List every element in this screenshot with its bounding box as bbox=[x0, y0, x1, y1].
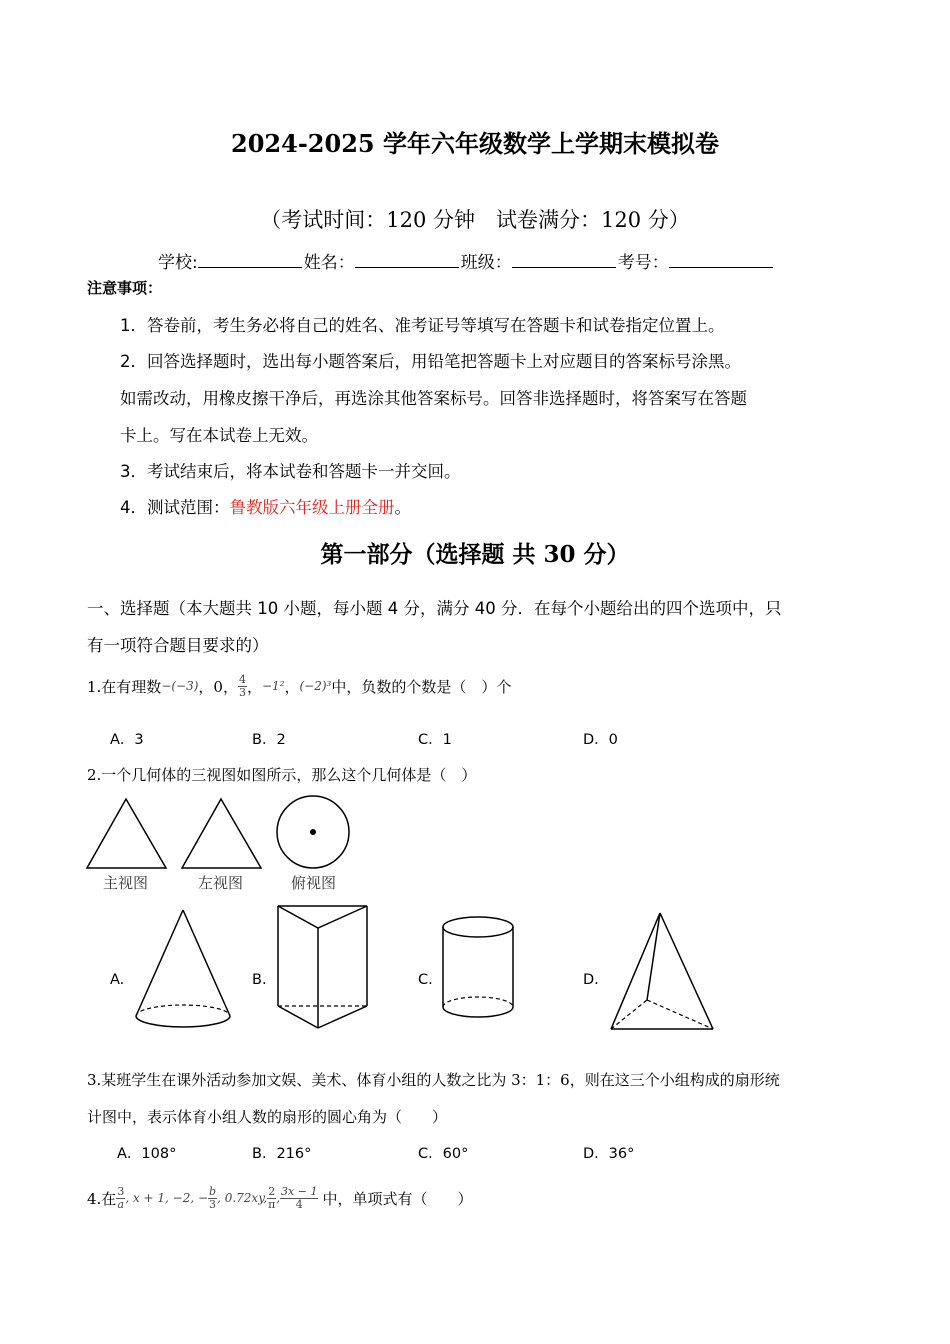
exam-title: 2024-2025 学年六年级数学上学期末模拟卷 bbox=[231, 129, 719, 158]
class-label: 班级： bbox=[460, 253, 512, 273]
q4-prefix: 4.在 bbox=[87, 1189, 117, 1208]
name-label: 姓名： bbox=[303, 253, 355, 273]
q1-prefix: 1.在有理数 bbox=[87, 677, 162, 696]
prism-solid bbox=[278, 906, 367, 1028]
q1-option-a[interactable]: A．3 bbox=[110, 732, 144, 748]
q1-option-c[interactable]: C．1 bbox=[418, 732, 452, 748]
q4-fraction-2 bbox=[208, 1186, 217, 1211]
q2-option-b[interactable]: B. bbox=[252, 972, 267, 988]
q4-f4-den: 4 bbox=[295, 1197, 303, 1211]
notes-heading: 注意事项： bbox=[87, 279, 163, 297]
q3-option-d[interactable]: D．36° bbox=[583, 1146, 635, 1162]
q4-f2-den: 3 bbox=[209, 1197, 217, 1211]
q2-option-c[interactable]: C. bbox=[418, 972, 433, 988]
q4-f3-den: π bbox=[268, 1197, 276, 1211]
q2-option-d[interactable]: D. bbox=[583, 972, 599, 988]
q4-fraction-3 bbox=[267, 1186, 276, 1211]
q1-sep3: ， bbox=[284, 677, 300, 696]
section-title: 第一部分（选择题 共 30 分） bbox=[320, 541, 630, 568]
cone-solid bbox=[136, 910, 230, 1027]
id-label: 考号： bbox=[617, 253, 669, 273]
q1-sep2: ， bbox=[246, 677, 262, 696]
q4-f2-num: b bbox=[209, 1184, 217, 1198]
school-label: 学校: bbox=[158, 253, 198, 273]
note-item-3: 3．考试结束后，将本试卷和答题卡一并交回。 bbox=[120, 462, 461, 481]
q1-frac-num: 4 bbox=[238, 672, 246, 686]
section-intro-1: 一、选择题（本大题共 10 小题，每小题 4 分，满分 40 分．在每个小题给出的四个选项中，只 bbox=[87, 599, 782, 618]
top-view-label: 俯视图 bbox=[291, 874, 337, 892]
q2-option-a[interactable]: A. bbox=[110, 972, 125, 988]
q3-option-a[interactable]: A．108° bbox=[117, 1146, 177, 1162]
note-item-1: 1．答卷前，考生务必将自己的姓名、准考证号等填写在答题卡和试卷指定位置上。 bbox=[120, 316, 725, 335]
note-item-4-prefix: 4．测试范围： bbox=[120, 498, 230, 517]
side-view-label: 左视图 bbox=[198, 874, 244, 892]
q4-f4-num: 3x − 1 bbox=[281, 1184, 318, 1198]
q1-expr-c: (−2)³ bbox=[299, 679, 332, 693]
q4-suffix: 中，单项式有（ ） bbox=[322, 1189, 473, 1208]
q1-sep1: ，0， bbox=[198, 677, 238, 696]
note-item-2-cont-2: 卡上。写在本试卷上无效。 bbox=[120, 426, 318, 445]
question-3-line2: 计图中，表示体育小组人数的扇形的圆心角为（ ） bbox=[87, 1108, 448, 1126]
question-4 bbox=[87, 1176, 472, 1220]
q4-middle2: , 0.72xy, bbox=[217, 1191, 268, 1205]
q3-option-c[interactable]: C．60° bbox=[418, 1146, 469, 1162]
q1-frac-den: 3 bbox=[238, 685, 246, 699]
q1-option-d[interactable]: D．0 bbox=[583, 732, 618, 748]
note-item-2-cont-1: 如需改动，用橡皮擦干净后，再选涂其他答案标号。回答非选择题时，将答案写在答题 bbox=[120, 389, 747, 408]
q1-expr-b: −1² bbox=[261, 679, 285, 693]
q4-fraction-1 bbox=[116, 1186, 125, 1211]
question-3-line1: 3.某班学生在课外活动参加文娱、美术、体育小组的人数之比为 3：1：6，则在这三个小组构成的扇形统 bbox=[87, 1071, 780, 1089]
q1-suffix: 中，负数的个数是（ ）个 bbox=[331, 677, 512, 696]
q1-expr-a: −(−3) bbox=[161, 679, 199, 693]
exam-subtitle: （考试时间：120 分钟 试卷满分：120 分） bbox=[260, 208, 690, 232]
q1-option-b[interactable]: B．2 bbox=[252, 732, 286, 748]
cylinder-solid bbox=[443, 917, 513, 1017]
q4-f3-num: 2 bbox=[268, 1184, 276, 1198]
section-intro-2: 有一项符合题目要求的） bbox=[87, 636, 269, 655]
q4-middle: , x + 1, −2, − bbox=[125, 1191, 209, 1205]
tetrahedron-solid bbox=[611, 913, 713, 1029]
q4-fraction-4 bbox=[280, 1186, 318, 1211]
q4-sep: , bbox=[276, 1191, 281, 1205]
front-view-label: 主视图 bbox=[103, 874, 149, 892]
question-2: 2.一个几何体的三视图如图所示，那么这个几何体是（ ） bbox=[87, 766, 477, 784]
test-scope: 鲁教版六年级上册全册 bbox=[229, 498, 395, 517]
q4-f1-den: a bbox=[117, 1197, 125, 1211]
note-item-4-suffix: 。 bbox=[394, 498, 411, 517]
q3-option-b[interactable]: B．216° bbox=[252, 1146, 312, 1162]
q4-f1-num: 3 bbox=[117, 1184, 125, 1198]
note-item-2: 2．回答选择题时，选出每小题答案后，用铅笔把答题卡上对应题目的答案标号涂黑。 bbox=[120, 352, 741, 371]
